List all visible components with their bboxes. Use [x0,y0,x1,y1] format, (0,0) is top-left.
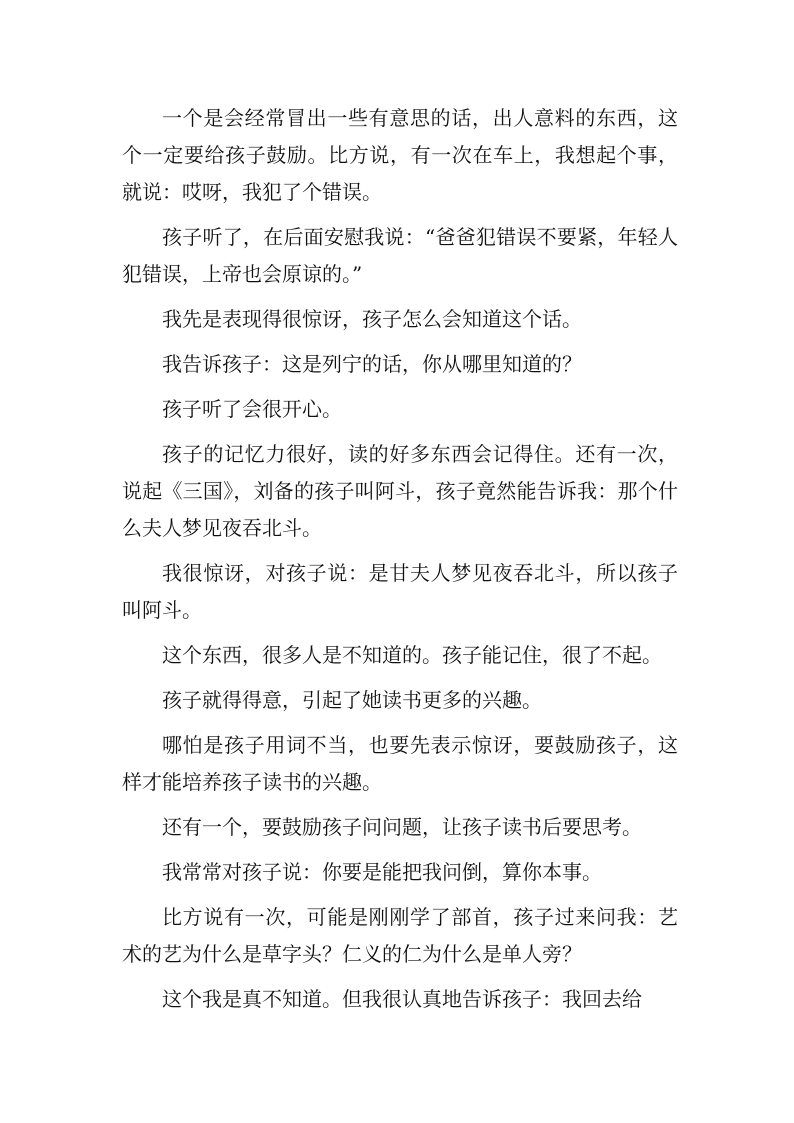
paragraph-13: 比方说有一次，可能是刚刚学了部首，孩子过来问我：艺术的艺为什么是草字头？仁义的仁为什么是单人旁？ [122,905,678,966]
paragraph-2: 孩子听了，在后面安慰我说：“爸爸犯错误不要紧，年轻人犯错误，上帝也会原谅的。” [122,225,678,286]
paragraph-7: 我很惊讶，对孩子说：是甘夫人梦见夜吞北斗，所以孩子叫阿斗。 [122,561,678,622]
paragraph-9: 孩子就得得意，引起了她读书更多的兴趣。 [162,688,542,712]
paragraph-11: 还有一个，要鼓励孩子问问题，让孩子读书后要思考。 [162,815,642,839]
paragraph-8: 这个东西，很多人是不知道的。孩子能记住，很了不起。 [162,643,662,667]
paragraph-14: 这个我是真不知道。但我很认真地告诉孩子：我回去给 [162,987,642,1011]
paragraph-4: 我告诉孩子：这是列宁的话，你从哪里知道的？ [162,352,582,376]
paragraph-12: 我常常对孩子说：你要是能把我问倒，算你本事。 [162,860,602,884]
paragraph-3: 我先是表现得很惊讶，孩子怎么会知道这个话。 [162,307,582,331]
paragraph-1: 一个是会经常冒出一些有意思的话，出人意料的东西，这个一定要给孩子鼓励。比方说，有一次在车上，我想起个事，就说：哎呀，我犯了个错误。 [122,106,678,204]
paragraph-6: 孩子的记忆力很好，读的好多东西会记得住。还有一次，说起《三国》，刘备的孩子叫阿斗，孩子竟然能告诉我：那个什么夫人梦见夜吞北斗。 [122,442,678,540]
paragraph-5: 孩子听了会很开心。 [162,397,342,421]
body-text [122,100,678,1026]
paragraph-10: 哪怕是孩子用词不当，也要先表示惊讶，要鼓励孩子，这样才能培养孩子读书的兴趣。 [122,733,678,794]
